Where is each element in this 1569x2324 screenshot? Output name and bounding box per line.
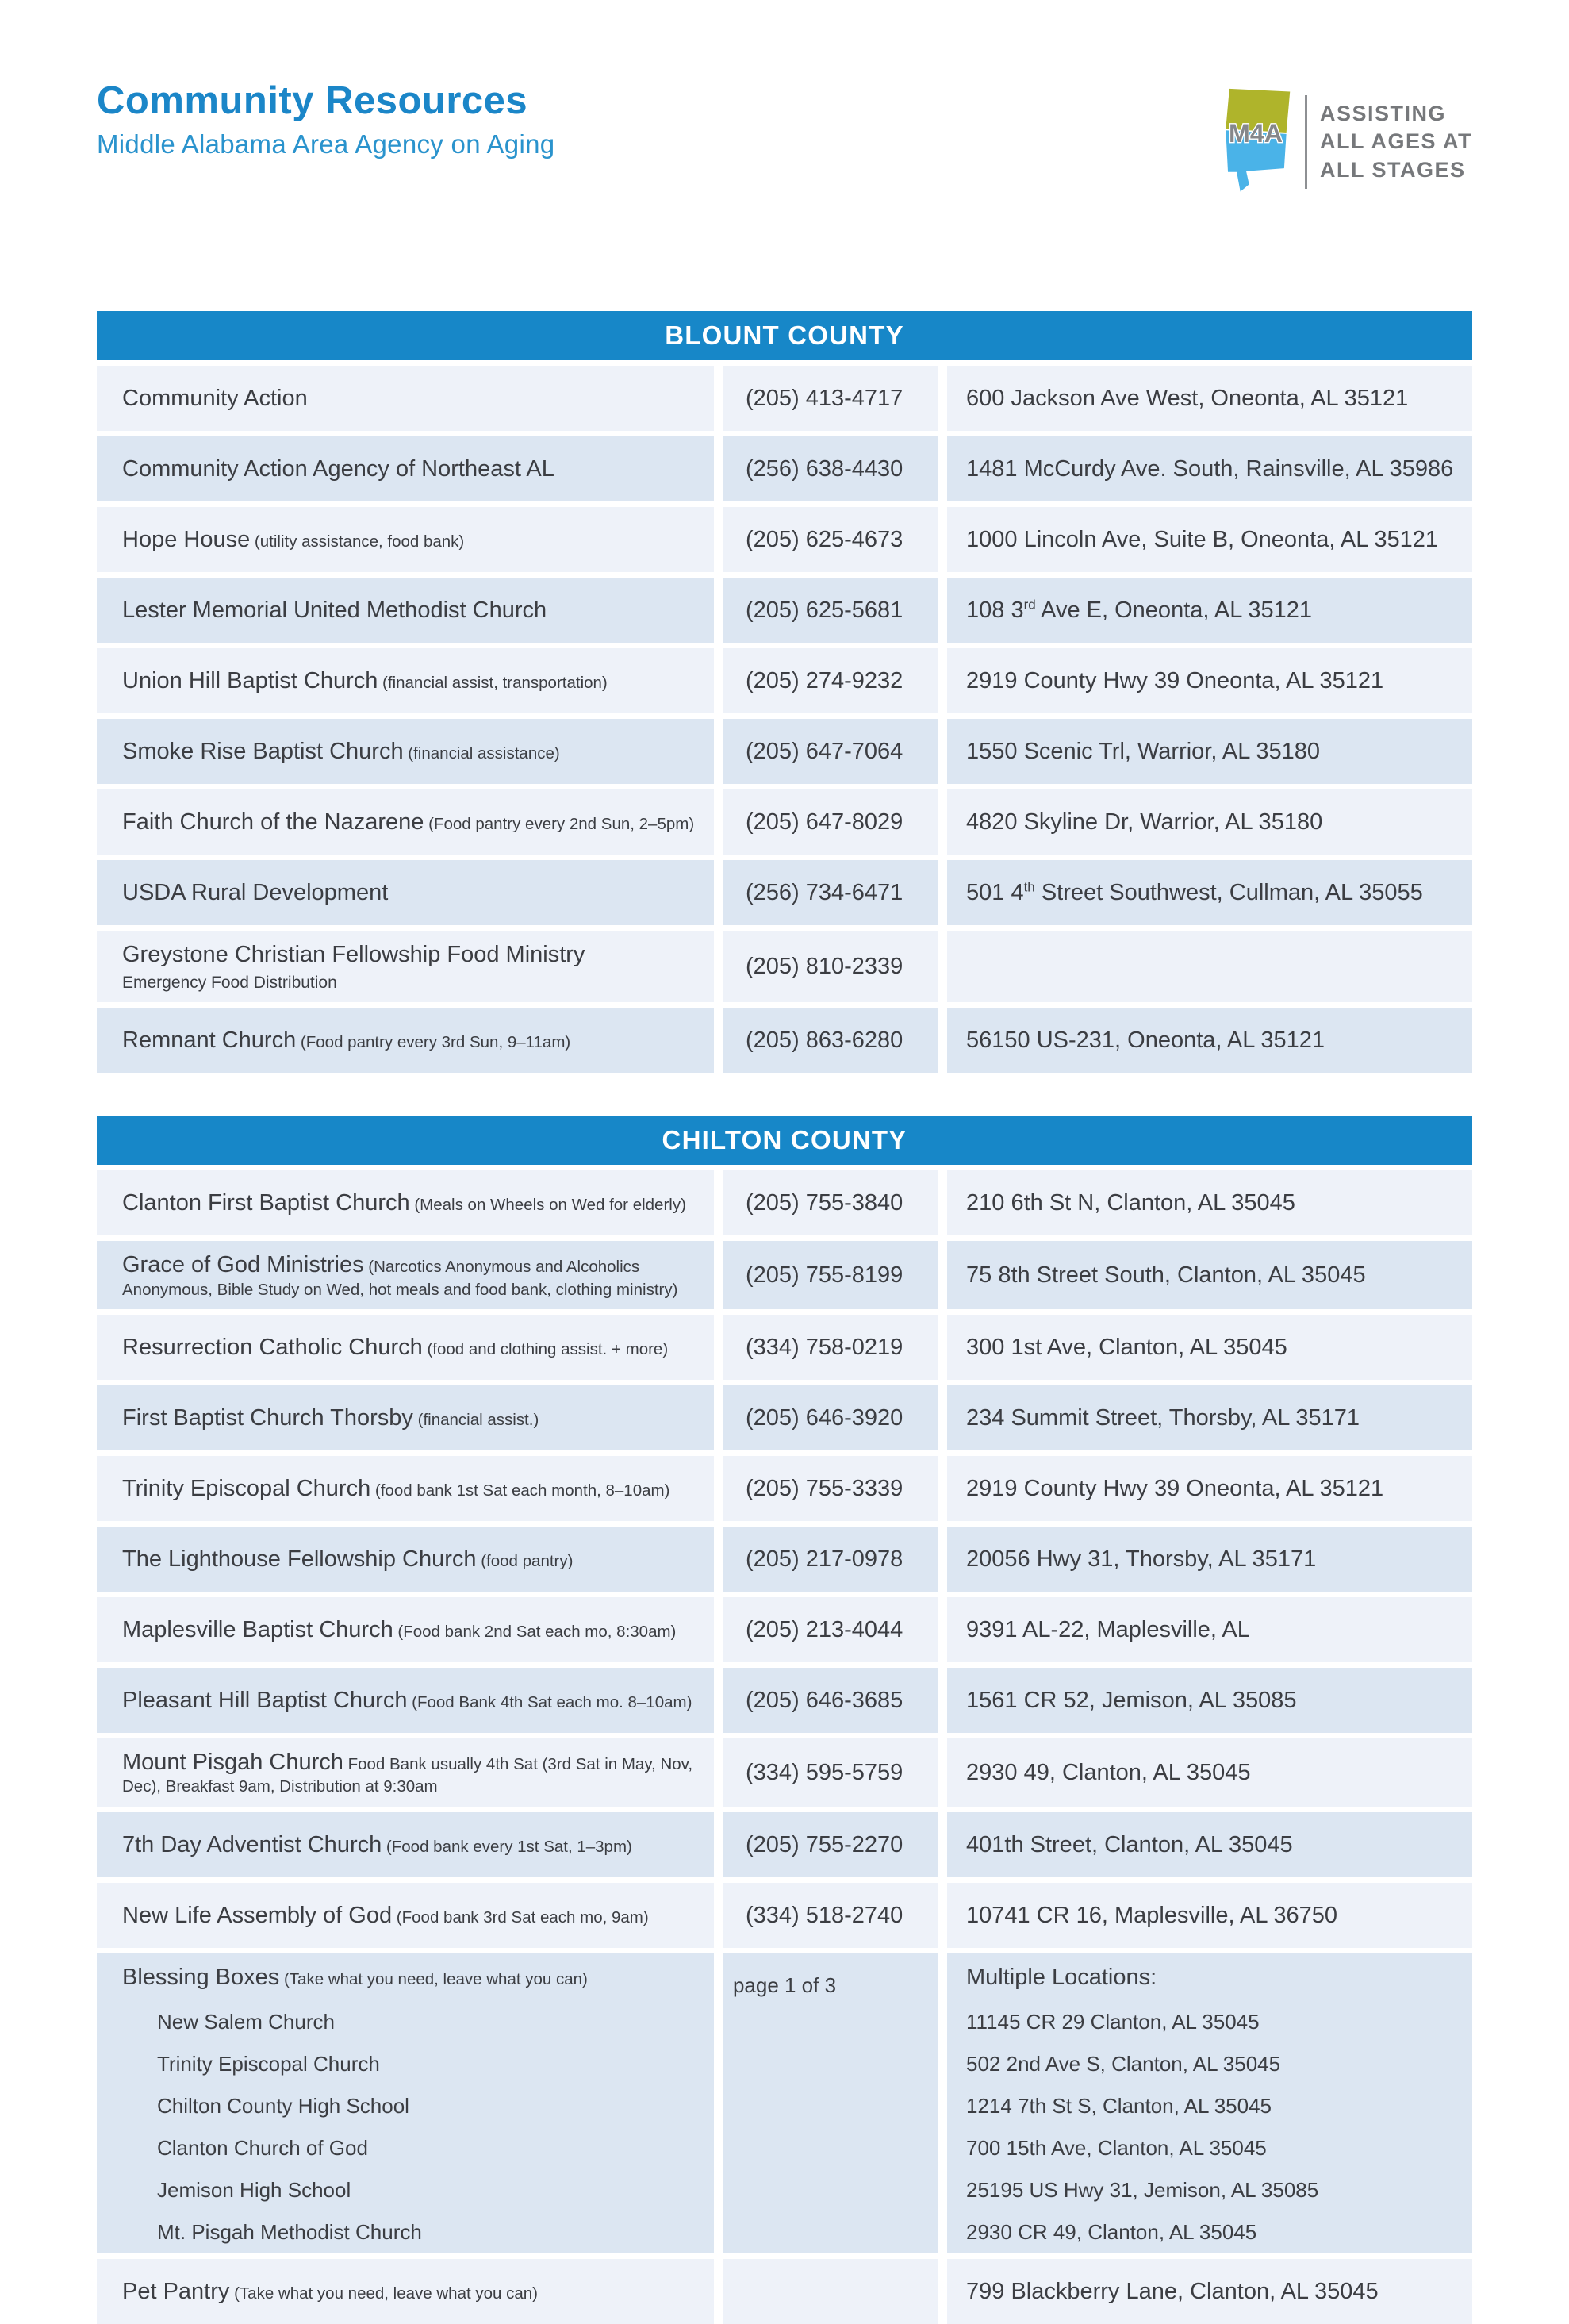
resource-row — [97, 366, 1472, 431]
org-name: Clanton First Baptist Church — [122, 1190, 410, 1216]
org-cell — [97, 789, 714, 855]
org-name: Maplesville Baptist Church — [122, 1617, 393, 1642]
org-cell — [97, 2259, 714, 2324]
phone-number: (334) 518-2740 — [746, 1902, 903, 1928]
phone-cell — [723, 2259, 938, 2324]
phone-cell — [723, 1812, 938, 1877]
org-cell — [97, 860, 714, 925]
phone-cell — [723, 1456, 938, 1521]
sub-location: Trinity Episcopal Church — [157, 2052, 380, 2076]
address-cell — [947, 789, 1472, 855]
org-line — [122, 2277, 696, 2306]
resource-row — [97, 1527, 1472, 1592]
org-note: (food pantry) — [476, 1552, 574, 1570]
address-cell — [947, 436, 1472, 501]
sub-location: Clanton Church of God — [157, 2136, 368, 2161]
address: 210 6th St N, Clanton, AL 35045 — [966, 1190, 1295, 1216]
phone-cell — [723, 1008, 938, 1073]
address-cell — [947, 648, 1472, 713]
resource-row — [97, 578, 1472, 643]
org-name: Remnant Church — [122, 1028, 297, 1054]
alabama-state-icon — [1219, 86, 1292, 198]
org-note: (food and clothing assist. + more) — [422, 1340, 669, 1358]
address-cell — [947, 1241, 1472, 1309]
phone-cell — [723, 1738, 938, 1807]
phone-cell — [723, 648, 938, 713]
address: 20056 Hwy 31, Thorsby, AL 35171 — [966, 1546, 1317, 1572]
phone-cell — [723, 1883, 938, 1948]
phone-number: (205) 274-9232 — [746, 667, 903, 693]
county-section — [97, 311, 1472, 1073]
sub-address: 11145 CR 29 Clanton, AL 35045 — [966, 2010, 1260, 2034]
county-header: CHILTON COUNTY — [97, 1116, 1472, 1165]
org-note: (Meals on Wheels on Wed for elderly) — [409, 1196, 686, 1215]
ordinal-suffix: th — [1023, 879, 1035, 895]
phone-cell — [723, 1315, 938, 1380]
org-cell — [97, 1883, 714, 1948]
ordinal-suffix: rd — [1023, 597, 1036, 613]
org-cell — [97, 1385, 714, 1450]
tagline-line: ALL AGES AT — [1320, 129, 1472, 154]
org-cell — [97, 648, 714, 713]
org-name: Community Action — [122, 385, 308, 411]
org-name: Hope House — [122, 526, 251, 552]
address: 2930 49, Clanton, AL 35045 — [966, 1759, 1251, 1785]
tagline-line: ALL STAGES — [1320, 157, 1466, 182]
org-cell — [97, 1456, 714, 1521]
address-cell — [947, 1597, 1472, 1662]
org-cell — [97, 436, 714, 501]
org-name: USDA Rural Development — [122, 879, 389, 905]
phone-number: (205) 755-3840 — [746, 1189, 903, 1216]
resource-row — [97, 1170, 1472, 1235]
org-note: (financial assist, transportation) — [378, 673, 608, 692]
resource-row — [97, 1456, 1472, 1521]
org-note: (Food bank 3rd Sat each mo, 9am) — [392, 1907, 649, 1926]
resource-row — [97, 860, 1472, 925]
address-cell — [947, 860, 1472, 925]
phone-number: (205) 863-6280 — [746, 1027, 903, 1053]
address-cell — [947, 507, 1472, 572]
resource-row — [97, 1008, 1472, 1073]
phone-cell — [723, 1527, 938, 1592]
org-line — [122, 1686, 696, 1715]
org-line — [122, 1333, 696, 1362]
address-cell — [947, 1456, 1472, 1521]
address-cell — [947, 1883, 1472, 1948]
address-cell — [947, 1953, 1472, 2253]
org-note: (food bank 1st Sat each month, 8–10am) — [370, 1481, 670, 1500]
phone-cell — [723, 436, 938, 501]
phone-number: (205) 755-8199 — [746, 1262, 903, 1288]
resource-row — [97, 1953, 1472, 2253]
address: 75 8th Street South, Clanton, AL 35045 — [966, 1262, 1366, 1289]
phone-number: (205) 413-4717 — [746, 385, 903, 411]
org-name: Pet Pantry — [122, 2279, 230, 2305]
org-name: Mount Pisgah Church — [122, 1750, 343, 1776]
org-name: Community Action Agency of Northeast AL — [122, 455, 554, 482]
org-name: The Lighthouse Fellowship Church — [122, 1546, 477, 1572]
phone-number: (334) 758-0219 — [746, 1334, 903, 1360]
address: 1561 CR 52, Jemison, AL 35085 — [966, 1688, 1297, 1713]
phone-number: (205) 625-5681 — [746, 597, 903, 623]
org-line — [122, 1901, 696, 1930]
phone-cell — [723, 931, 938, 1002]
org-name: Faith Church of the Nazarene — [122, 809, 424, 835]
sub-location: New Salem Church — [157, 2010, 335, 2034]
address-cell — [947, 1008, 1472, 1073]
phone-cell — [723, 1597, 938, 1662]
resource-row — [97, 931, 1472, 1002]
org-line — [122, 455, 696, 483]
address: 501 4th Street Southwest, Cullman, AL 35055 — [966, 879, 1423, 905]
org-note: (financial assist.) — [412, 1411, 539, 1429]
org-cell — [97, 1008, 714, 1073]
sub-address: 2930 CR 49, Clanton, AL 35045 — [966, 2220, 1257, 2245]
resource-row — [97, 1385, 1472, 1450]
phone-cell — [723, 1170, 938, 1235]
org-note: (Take what you need, leave what you can) — [279, 1970, 588, 1988]
phone-cell — [723, 789, 938, 855]
address: 56150 US-231, Oneonta, AL 35121 — [966, 1028, 1325, 1054]
address-heading: Multiple Locations: — [966, 1965, 1157, 1990]
address: 10741 CR 16, Maplesville, AL 36750 — [966, 1902, 1338, 1928]
phone-cell — [723, 1385, 938, 1450]
phone-cell — [723, 719, 938, 784]
org-line — [122, 1545, 696, 1573]
org-name: First Baptist Church Thorsby — [122, 1405, 413, 1431]
org-cell — [97, 1738, 714, 1807]
address-cell — [947, 719, 1472, 784]
sub-location: Mt. Pisgah Methodist Church — [157, 2220, 422, 2245]
org-line — [122, 1830, 696, 1859]
org-name: Greystone Christian Fellowship Food Ministry — [122, 942, 585, 967]
resource-row — [97, 1315, 1472, 1380]
phone-cell — [723, 860, 938, 925]
phone-number: (205) 646-3685 — [746, 1687, 903, 1713]
resource-row — [97, 1883, 1472, 1948]
sub-location: Chilton County High School — [157, 2094, 409, 2118]
page-subtitle: Middle Alabama Area Agency on Aging — [97, 129, 555, 159]
sub-address: 1214 7th St S, Clanton, AL 35045 — [966, 2094, 1272, 2118]
address: 1550 Scenic Trl, Warrior, AL 35180 — [966, 738, 1320, 764]
address: 1481 McCurdy Ave. South, Rainsville, AL 35986 — [966, 455, 1454, 482]
title-block — [97, 81, 554, 159]
org-name: New Life Assembly of God — [122, 1902, 393, 1928]
org-cell — [97, 1527, 714, 1592]
org-note: (Food bank 2nd Sat each mo, 8:30am) — [393, 1623, 677, 1641]
address-cell — [947, 1812, 1472, 1877]
org-line — [122, 1615, 696, 1644]
phone-cell — [723, 366, 938, 431]
page-title: Community Resources — [97, 79, 528, 122]
phone-number: (205) 217-0978 — [746, 1546, 903, 1572]
address: 600 Jackson Ave West, Oneonta, AL 35121 — [966, 385, 1409, 411]
phone-number: (334) 595-5759 — [746, 1759, 903, 1785]
org-name: Union Hill Baptist Church — [122, 667, 378, 693]
org-note: (Food pantry every 3rd Sun, 9–11am) — [296, 1033, 571, 1052]
phone-number: (256) 734-6471 — [746, 879, 903, 905]
address-cell — [947, 1668, 1472, 1733]
org-name: Pleasant Hill Baptist Church — [122, 1688, 408, 1713]
org-subline: Emergency Food Distribution — [122, 974, 337, 993]
address-cell — [947, 2259, 1472, 2324]
org-cell — [97, 366, 714, 431]
sub-location: Jemison High School — [157, 2178, 351, 2203]
address-cell — [947, 1527, 1472, 1592]
resource-row — [97, 789, 1472, 855]
org-line — [122, 737, 696, 766]
org-cell — [97, 1315, 714, 1380]
org-note: (Food bank every 1st Sat, 1–3pm) — [382, 1837, 632, 1856]
org-note: (Narcotics Anonymous and Alcoholics Anonymous, Bible Study on Wed, hot meals and food bank, clothing ministry) — [122, 1258, 678, 1299]
county-tables — [97, 311, 1472, 2324]
address-cell — [947, 1385, 1472, 1450]
address-cell — [947, 1315, 1472, 1380]
resource-row — [97, 648, 1472, 713]
org-line — [122, 878, 696, 907]
org-line — [122, 1026, 696, 1054]
resource-row — [97, 1812, 1472, 1877]
logo-divider — [1305, 95, 1307, 189]
org-cell — [97, 1953, 714, 2253]
org-cell — [97, 507, 714, 572]
org-cell — [97, 931, 714, 1002]
org-name: Blessing Boxes — [122, 1965, 280, 1990]
org-line — [122, 1189, 696, 1217]
sub-address: 700 15th Ave, Clanton, AL 35045 — [966, 2136, 1267, 2161]
phone-cell — [723, 1953, 938, 2253]
m4a-logo — [1219, 86, 1472, 198]
phone-number: (205) 755-2270 — [746, 1831, 903, 1857]
address: 4820 Skyline Dr, Warrior, AL 35180 — [966, 809, 1323, 835]
org-note: (financial assistance) — [403, 743, 560, 763]
resource-row — [97, 1597, 1472, 1662]
phone-number: (205) 647-7064 — [746, 738, 903, 764]
org-cell — [97, 1668, 714, 1733]
org-name: 7th Day Adventist Church — [122, 1831, 382, 1857]
phone-number: (205) 647-8029 — [746, 809, 903, 835]
org-line — [122, 1250, 696, 1300]
org-line — [122, 940, 696, 969]
org-name: Smoke Rise Baptist Church — [122, 738, 404, 764]
phone-cell — [723, 1668, 938, 1733]
org-name: Grace of God Ministries — [122, 1252, 364, 1278]
org-line — [122, 525, 696, 554]
address: 9391 AL-22, Maplesville, AL — [966, 1617, 1250, 1642]
address: 234 Summit Street, Thorsby, AL 35171 — [966, 1405, 1360, 1431]
address: 300 1st Ave, Clanton, AL 35045 — [966, 1335, 1287, 1360]
org-note: (Food Bank 4th Sat each mo. 8–10am) — [407, 1693, 692, 1711]
address: 1000 Lincoln Ave, Suite B, Oneonta, AL 35121 — [966, 526, 1438, 552]
org-cell — [97, 578, 714, 643]
resource-row — [97, 1738, 1472, 1807]
resource-row — [97, 1668, 1472, 1733]
address-cell — [947, 1738, 1472, 1807]
address: 2919 County Hwy 39 Oneonta, AL 35121 — [966, 1476, 1384, 1501]
address-cell — [947, 1170, 1472, 1235]
org-name: Lester Memorial United Methodist Church — [122, 597, 547, 623]
sub-address: 502 2nd Ave S, Clanton, AL 35045 — [966, 2052, 1281, 2076]
org-line — [122, 808, 696, 836]
county-header: BLOUNT COUNTY — [97, 311, 1472, 360]
org-cell — [97, 1241, 714, 1309]
org-line — [122, 1474, 696, 1503]
org-cell — [97, 1170, 714, 1235]
org-note: (utility assistance, food bank) — [250, 532, 465, 551]
phone-cell — [723, 1241, 938, 1309]
address: 108 3rd Ave E, Oneonta, AL 35121 — [966, 597, 1312, 623]
phone-cell — [723, 578, 938, 643]
org-note: (Take what you need, leave what you can) — [229, 2284, 538, 2303]
resource-row — [97, 719, 1472, 784]
address-cell — [947, 578, 1472, 643]
org-cell — [97, 1597, 714, 1662]
org-name: Resurrection Catholic Church — [122, 1335, 423, 1360]
org-cell — [97, 1812, 714, 1877]
org-line — [122, 384, 696, 413]
sub-address: 25195 US Hwy 31, Jemison, AL 35085 — [966, 2178, 1319, 2203]
resource-row — [97, 1241, 1472, 1309]
doc-header — [97, 81, 1472, 198]
m4a-monogram: M4A — [1229, 119, 1283, 148]
org-line — [122, 666, 696, 695]
phone-number: (205) 646-3920 — [746, 1404, 903, 1431]
address: 799 Blackberry Lane, Clanton, AL 35045 — [966, 2279, 1379, 2305]
resource-row — [97, 507, 1472, 572]
address: 401th Street, Clanton, AL 35045 — [966, 1831, 1293, 1857]
address-cell — [947, 366, 1472, 431]
phone-number: (205) 213-4044 — [746, 1616, 903, 1642]
county-section — [97, 1116, 1472, 2324]
phone-number: (205) 625-4673 — [746, 526, 903, 552]
org-note: (Food pantry every 2nd Sun, 2–5pm) — [424, 814, 695, 833]
resource-row — [97, 436, 1472, 501]
phone-number: (205) 755-3339 — [746, 1475, 903, 1501]
org-note: Food Bank usually 4th Sat (3rd Sat in May, Nov, Dec), Breakfast 9am, Distribution at 9:30am — [122, 1755, 693, 1796]
phone-number: (205) 810-2339 — [746, 953, 903, 979]
org-line — [122, 1748, 696, 1797]
phone-number: (256) 638-4430 — [746, 455, 903, 482]
phone-cell — [723, 507, 938, 572]
tagline-line: ASSISTING — [1320, 102, 1447, 126]
page-number: page 1 of 3 — [732, 1973, 837, 1997]
address: 2919 County Hwy 39 Oneonta, AL 35121 — [966, 667, 1384, 693]
address-cell — [947, 931, 1472, 1002]
resource-row — [97, 2259, 1472, 2324]
logo-tagline — [1320, 100, 1472, 183]
org-line — [122, 1404, 696, 1432]
org-cell — [97, 719, 714, 784]
org-name: Trinity Episcopal Church — [122, 1476, 371, 1501]
org-line — [122, 596, 696, 624]
